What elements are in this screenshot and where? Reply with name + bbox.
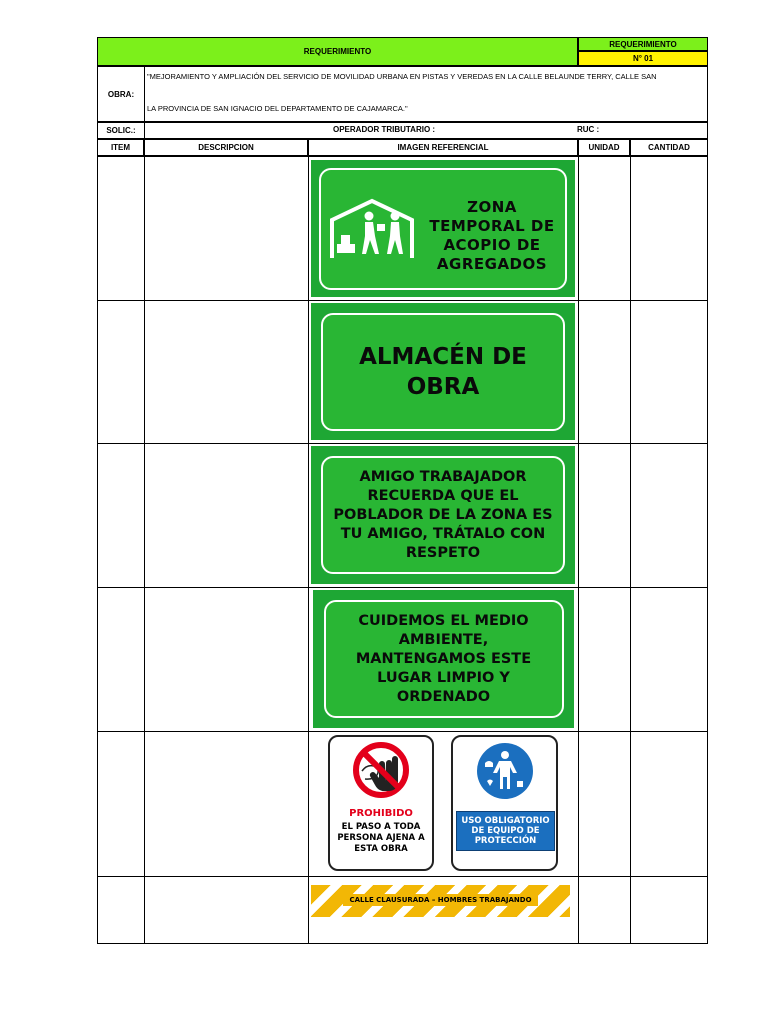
- warehouse-workers-icon: [329, 198, 415, 260]
- req-number-cell: [578, 51, 708, 66]
- table-row: [97, 876, 708, 877]
- ruc-label: RUC :: [577, 125, 600, 134]
- req-label: REQUERIMIENTO: [609, 39, 677, 49]
- epp-text: USO OBLIGATORIO DE EQUIPO DE PROTECCIÓN: [456, 811, 555, 851]
- obra-line-1: "MEJORAMIENTO Y AMPLIACIÓN DEL SERVICIO DE MOVILIDAD URBANA EN PISTAS Y VEREDAS EN LA CALLE BELAUNDE TERRY, CALLE SAN: [147, 72, 657, 81]
- col-item: ITEM: [97, 139, 144, 156]
- col-imagen: IMAGEN REFERENCIAL: [308, 139, 578, 156]
- solic-label-cell: [98, 122, 144, 139]
- req-number: N° 01: [632, 54, 654, 63]
- sign-amigo-text: AMIGO TRABAJADOR RECUERDA QUE EL POBLADOR DE LA ZONA ES TU AMIGO, TRÁTALO CON RESPETO: [321, 456, 565, 574]
- no-entry-hand-icon: [352, 741, 410, 799]
- prohibido-title: PROHIBIDO: [349, 808, 413, 819]
- sign-medio-ambiente: [313, 590, 574, 728]
- table-row: [97, 587, 708, 588]
- header-title: [97, 37, 578, 66]
- obra-label-cell: [98, 66, 144, 122]
- col-cantidad: CANTIDAD: [630, 139, 708, 156]
- solic-label: SOLIC.:: [106, 126, 136, 135]
- obra-line-2: LA PROVINCIA DE SAN IGNACIO DEL DEPARTAMENTO DE CAJAMARCA.": [147, 104, 408, 113]
- prohibido-text: EL PASO A TODA PERSONA AJENA A ESTA OBRA: [337, 822, 425, 854]
- sign-calle-clausurada: [311, 885, 570, 917]
- calle-clausurada-text: CALLE CLAUSURADA – HOMBRES TRABAJANDO: [343, 894, 538, 906]
- operador-label: OPERADOR TRIBUTARIO :: [333, 125, 436, 134]
- sign-epp: [451, 735, 558, 871]
- req-label-cell: [578, 37, 708, 51]
- table-row: [97, 300, 708, 301]
- table-row: [97, 443, 708, 444]
- sign-almacen-text: ALMACÉN DE OBRA: [321, 313, 565, 431]
- sign-medio-ambiente-text: CUIDEMOS EL MEDIO AMBIENTE, MANTENGAMOS ESTE LUGAR LIMPIO Y ORDENADO: [324, 600, 564, 718]
- protective-equipment-icon: [475, 741, 535, 801]
- col-descripcion: DESCRIPCION: [144, 139, 308, 156]
- sign-prohibido: [328, 735, 434, 871]
- sign-amigo: [311, 446, 575, 584]
- table-row: [97, 731, 708, 732]
- sign-almacen: [311, 303, 575, 440]
- sign-acopio-text: ZONA TEMPORAL DE ACOPIO DE AGREGADOS: [429, 197, 555, 273]
- header-title-text: REQUERIMIENTO: [303, 47, 372, 56]
- col-unidad: UNIDAD: [578, 139, 630, 156]
- obra-label: OBRA:: [107, 89, 135, 99]
- sign-acopio: [311, 160, 575, 297]
